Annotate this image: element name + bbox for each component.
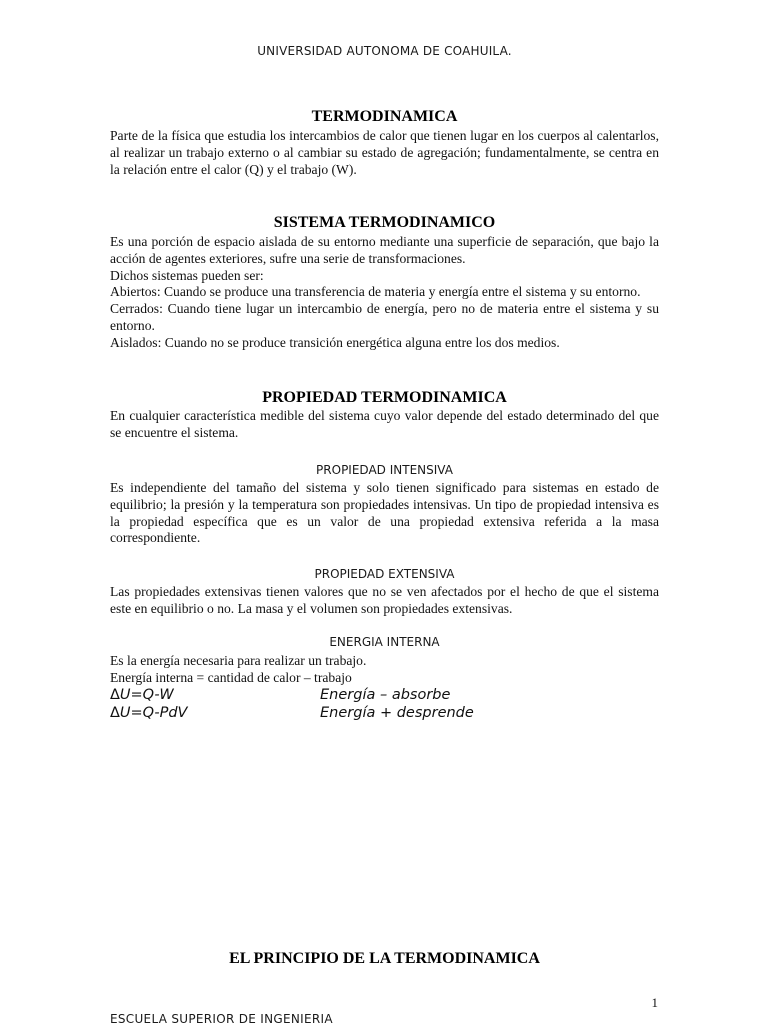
document-footer: ESCUELA SUPERIOR DE INGENIERIA (110, 1012, 333, 1026)
equation-row (110, 686, 659, 704)
paragraph-text: Dichos sistemas pueden ser: (110, 267, 264, 283)
equation-expression: U=Q-PdV (119, 705, 188, 721)
equation-left (110, 704, 320, 722)
paragraph-text: Abiertos: Cuando se produce una transferencia de materia y energía entre el sistema y su entorno. (110, 284, 641, 300)
delta-symbol: Δ (110, 705, 120, 721)
paragraph-text: Es independiente del tamaño del sistema y solo tienen significado para sistemas en estado de equilibrio; la presión y la temperatura son propiedades intensivas. Un tipo de propiedad intensiva es la propiedad específica que es un valor de una propiedad extensiva referida a la masa correspondiente. (110, 480, 659, 546)
subsection-title-energia: ENERGIA INTERNA (329, 635, 440, 649)
section-title-sistema: SISTEMA TERMODINAMICO (273, 214, 496, 231)
document-page (110, 0, 659, 1024)
equation-expression: U=Q-W (119, 687, 174, 703)
paragraph-text: Es la energía necesaria para realizar un trabajo. (110, 653, 367, 668)
paragraph-text: Las propiedades extensivas tienen valores que no se ven afectados por el hecho de que el sistema este en equilibrio o no. La masa y el volumen son propiedades extensivas. (110, 584, 659, 616)
page-number: 1 (651, 995, 658, 1010)
paragraph-sistema (110, 234, 659, 352)
equation-note: Energía + desprende (320, 705, 474, 721)
equation-row (110, 704, 659, 722)
delta-symbol: Δ (110, 687, 120, 703)
section-title-termodinamica: TERMODINAMICA (311, 108, 458, 125)
paragraph-text: Energía interna = cantidad de calor – trabajo (110, 669, 352, 685)
paragraph-intensiva (110, 480, 659, 547)
paragraph-text: Parte de la física que estudia los intercambios de calor que tienen lugar en los cuerpos al calentarlos, al realizar un trabajo externo o al cambiar su estado de agregación; fundamentalmente, se centra en la relación entre el calor (Q) y el trabajo (W). (110, 128, 659, 177)
paragraph-termodinamica (110, 128, 659, 178)
paragraph-extensiva (110, 584, 659, 618)
paragraph-energia (110, 653, 659, 687)
section-title-propiedad: PROPIEDAD TERMODINAMICA (262, 389, 507, 406)
equation-block (110, 686, 659, 722)
paragraph-text: En cualquier característica medible del sistema cuyo valor depende del estado determinado del que se encuentre el sistema. (110, 408, 659, 440)
subsection-title-intensiva: PROPIEDAD INTENSIVA (316, 463, 453, 477)
equation-note: Energía – absorbe (320, 687, 451, 703)
paragraph-text: Cerrados: Cuando tiene lugar un intercambio de energía, pero no de materia entre el sistema y su entorno. (110, 301, 659, 333)
paragraph-propiedad (110, 408, 659, 442)
subsection-title-extensiva: PROPIEDAD EXTENSIVA (314, 567, 455, 581)
document-header: UNIVERSIDAD AUTONOMA DE COAHUILA. (257, 44, 512, 58)
equation-left (110, 686, 320, 704)
paragraph-text: Es una porción de espacio aislada de su entorno mediante una superficie de separación, que bajo la acción de agentes exteriores, sufre una serie de transformaciones. (110, 234, 659, 266)
section-title-principio: EL PRINCIPIO DE LA TERMODINAMICA (229, 950, 540, 967)
paragraph-text: Aislados: Cuando no se produce transición energética alguna entre los dos medios. (110, 334, 560, 350)
